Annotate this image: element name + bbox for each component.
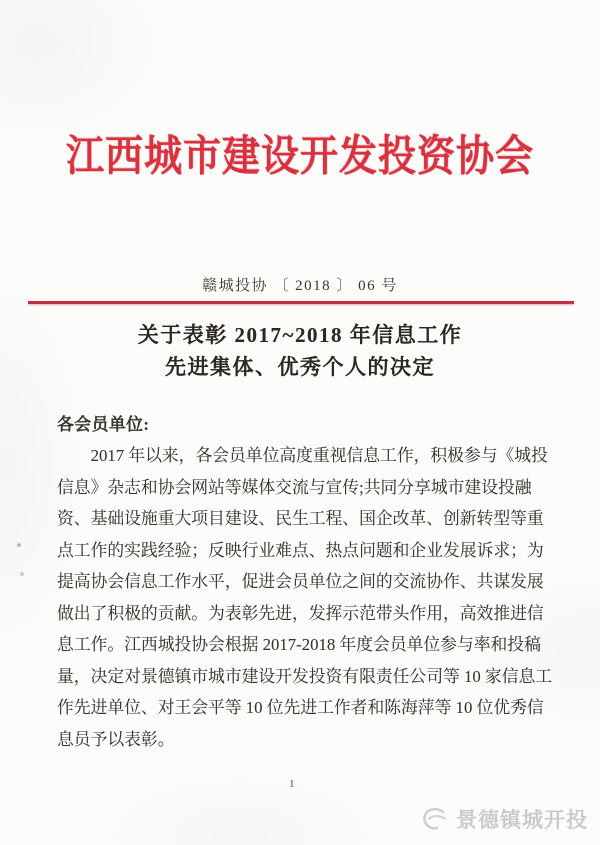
- document-title: [0, 320, 600, 383]
- document-body: [57, 410, 553, 755]
- document-title-line-2: 先进集体、优秀个人的决定: [165, 354, 435, 379]
- body-line: 作先进单位、对王会平等 10 位先进工作者和陈海萍等 10 位优秀信: [57, 698, 544, 717]
- page-number: 1: [289, 778, 295, 790]
- salutation: 各会员单位:: [57, 415, 150, 434]
- watermark: [421, 804, 588, 834]
- watermark-logo-icon: [421, 806, 449, 832]
- watermark-text: 景德镇城开投: [456, 809, 588, 832]
- body-paragraph: [57, 440, 553, 755]
- document-title-line-1: 关于表彰 2017~2018 年信息工作: [137, 323, 463, 347]
- red-separator-line: [28, 301, 574, 304]
- letterhead-org-name: 江西城市建设开发投资协会: [65, 133, 534, 181]
- body-line: 做出了积极的贡献。为表彰先进，发挥示范带头作用，高效推进信: [57, 603, 544, 623]
- body-line: 点工作的实践经验；反映行业难点、热点问题和企业发展诉求；为: [57, 540, 544, 560]
- body-line: 量，决定对景德镇市城市建设开发投资有限责任公司等 10 家信息工: [57, 666, 553, 686]
- body-line: 提高协会信息工作水平，促进会员单位之间的交流协作、共谋发展: [57, 572, 544, 591]
- document-reference-number: 赣城投协 〔 2018 〕 06 号: [202, 278, 398, 294]
- body-line: 信息》杂志和协会网站等媒体交流与宣传;共同分享城市建设投融: [57, 477, 532, 497]
- body-line: 息工作。江西城投协会根据 2017-2018 年度会员单位参与率和投稿: [57, 635, 541, 654]
- body-line: 资、基础设施重大项目建设、民生工程、国企改革、创新转型等重: [57, 509, 544, 528]
- body-line: 2017 年以来，各会员单位高度重视信息工作，积极参与《城投: [57, 446, 548, 465]
- body-line: 息员予以表彰。: [57, 729, 175, 749]
